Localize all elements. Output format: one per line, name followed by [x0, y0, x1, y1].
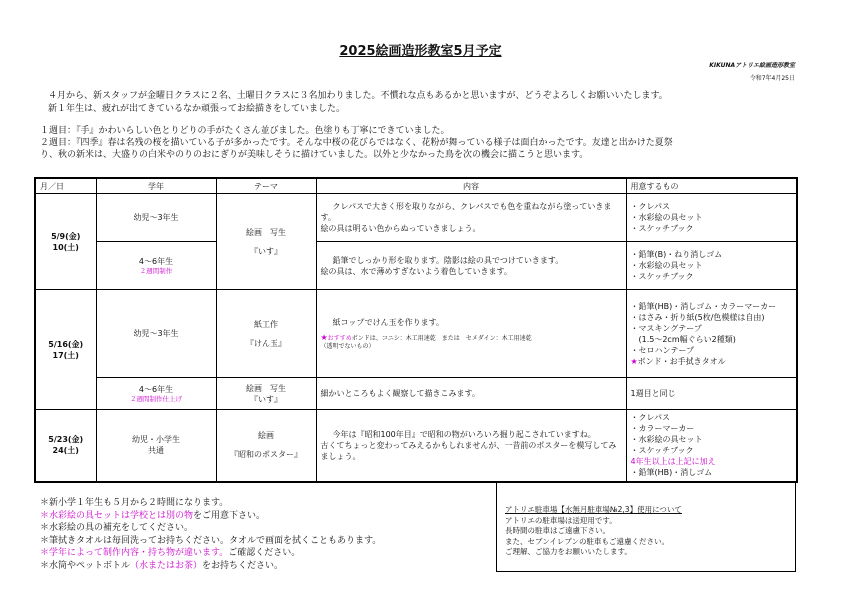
grade-label: 4～6年生	[138, 384, 174, 394]
week-line: り、秋の新米は、大盛りの白米やのりのおにぎりが美味しそうに描けていました。以外と少なかった鳥を次の機会に描こうと思います。	[40, 150, 589, 160]
intro-line: ４月から、新スタッフが金曜日クラスに２名、土曜日クラスに３名加わりました。不慣れな点もあるかと思いますが、どうぞよろしくお願いいたします。	[48, 91, 668, 101]
items-cell	[626, 242, 797, 290]
table-row	[35, 242, 797, 290]
grade-label: 幼児～3年生	[133, 213, 179, 222]
items-cell	[626, 194, 797, 242]
footer-note	[40, 547, 490, 560]
footer-note	[40, 560, 490, 573]
theme-cell	[216, 378, 316, 410]
item: ・水彩絵の具セット	[630, 435, 703, 445]
organization-name: KIKUNAアトリエ絵画造形教室	[709, 62, 795, 69]
week-line: ２週目：『四季』春は名残の桜を描いている子が多かったです。そんな中桜の花びらではなく、花粉が舞っている様子は面白かったです。友達と出かけた夏祭	[40, 138, 673, 148]
item: (1.5～2cm幅ぐらい2種類)	[630, 334, 736, 344]
theme-cell	[216, 410, 316, 482]
theme-cell	[216, 290, 316, 378]
content-line: 紙コップでけん玉を作ります。	[332, 317, 444, 327]
grade-cell	[96, 194, 216, 242]
theme-type: 絵画 写生	[246, 227, 286, 237]
item	[631, 356, 793, 367]
theme-title: 『昭和のポスター』	[230, 450, 302, 460]
note-text: をご用意下さい。	[193, 510, 266, 521]
content-line: 鉛筆でしっかり形を取ります。陰影は絵の具でつけていきます。	[332, 255, 564, 265]
theme-type: 紙工作	[254, 319, 278, 329]
item: ・鉛筆(HB)・消しゴム	[630, 468, 713, 478]
parking-line: また、セブンイレブンの駐車もご遠慮ください。	[505, 536, 670, 546]
content-cell	[316, 378, 626, 410]
grade-cell	[96, 410, 216, 482]
schedule-table	[34, 177, 798, 483]
content-line: 絵の具は明るい色からぬっていきましょう。	[320, 224, 481, 233]
date-line: 5/9(金)	[51, 231, 81, 241]
parking-title: アトリエ駐車場【水無月駐車場№2,3】使用について	[505, 505, 682, 514]
item: ・クレパス	[630, 202, 670, 211]
footer-note: ＊新小学１年生も５月から２時間になります。	[40, 498, 229, 508]
parking-line: 長時間の駐車はご遠慮下さい。	[505, 526, 610, 535]
star-icon: ★	[320, 332, 328, 342]
item: ・クレパス	[630, 413, 670, 423]
content-cell	[316, 242, 626, 290]
weekly-report	[40, 125, 800, 161]
date-line: 5/23(金)	[48, 435, 84, 445]
intro-text	[40, 90, 800, 116]
footer-note: ＊水彩絵の具の補充をしてください。	[40, 523, 194, 534]
grade-note: ２週間制作	[139, 266, 173, 275]
highlight-text: ＊水彩絵の具セットは学校とは別の物	[40, 510, 194, 521]
date-line: 24(土)	[52, 446, 79, 456]
theme-title: 『けん玉』	[246, 338, 286, 348]
date-cell	[35, 194, 96, 290]
grade-label: 共通	[148, 446, 164, 456]
item: 1週目と同じ	[630, 389, 676, 398]
grade-cell	[96, 290, 216, 378]
content-line: 絵の具は、水で薄めすぎないよう着色していきます。	[320, 266, 512, 276]
items-cell	[626, 410, 797, 482]
content-line: 今年は『昭和100年目』で昭和の物がいろいろ掘り起こされていますね。	[332, 429, 596, 439]
note-text: ボンドは、コニシ：木工用速乾 または セメダイン：木工用速乾	[351, 334, 532, 342]
item: ・セロハンテープ	[630, 345, 695, 355]
content-line: 古くてちょっと変わってみえるかもしれませんが、一昔前のポスターを模写してみましょう。	[320, 440, 617, 461]
footer-note	[40, 510, 490, 523]
footer-notes	[40, 497, 490, 573]
item: ・鉛筆(HB)・消しゴム・カラーマーカー	[630, 301, 777, 311]
issue-date: 令和7年4月25日	[749, 75, 795, 82]
date-cell	[35, 290, 96, 410]
theme-type: 絵画	[258, 431, 274, 441]
star-icon: ★	[630, 356, 638, 366]
theme-cell	[216, 194, 316, 290]
theme-type: 絵画 写生	[246, 383, 286, 393]
date-line: 5/16(金)	[48, 339, 84, 349]
bond-note	[321, 334, 622, 351]
item: ・水彩絵の具セット	[630, 213, 703, 222]
note-sub: （透明でないもの）	[320, 342, 375, 350]
header-date: 月／日	[35, 178, 96, 194]
parking-notice	[496, 482, 796, 572]
header-content: 内容	[316, 178, 626, 194]
item: ・はさみ・折り紙(5枚/色模様は自由)	[630, 312, 765, 322]
header-theme: テーマ	[216, 178, 316, 194]
intro-line: 新１年生は、疲れが出てきているなか頑張ってお絵描きをしていました。	[48, 104, 346, 114]
parking-line: アトリエの駐車場は送迎用です。	[505, 515, 617, 525]
item: ・スケッチブック	[630, 272, 694, 281]
content-cell	[316, 290, 626, 378]
item-text: ボンド・お手拭きタオル	[637, 356, 726, 366]
table-row	[35, 194, 797, 242]
grade-label: 幼児・小学生	[132, 435, 180, 445]
note-text: ご確認ください。	[228, 548, 301, 559]
item: ・スケッチブック	[630, 446, 694, 456]
content-line: 細かいところもよく観察して描きこみます。	[320, 389, 480, 398]
item: ・マスキングテープ	[630, 323, 702, 333]
item: ・水彩絵の具セット	[630, 261, 703, 270]
header-items: 用意するもの	[626, 178, 797, 194]
content-cell	[316, 194, 626, 242]
highlight-text: （水またはお茶）	[130, 560, 203, 571]
parking-line: ご理解、ご協力をお願いいたします。	[505, 547, 632, 556]
footer-note: ＊筆拭きタオルは毎回洗ってお持ちください。タオルで画面を拭くこともあります。	[40, 535, 382, 546]
date-line: 10(土)	[52, 242, 79, 252]
date-cell	[35, 410, 96, 482]
note-text: ＊水筒やペットボトル	[40, 560, 131, 571]
item-highlight: 4年生以上は上記に加え	[630, 457, 716, 467]
grade-cell	[96, 242, 216, 290]
date-line: 17(土)	[52, 350, 79, 360]
week-line: １週目：『手』かわいらしい色とりどりの手がたくさん並びました。色塗りも丁寧にできていました。	[40, 126, 450, 136]
theme-title: 『いす』	[250, 394, 282, 404]
recommend-label: おすすめ	[327, 334, 352, 342]
highlight-text: ＊学年によって制作内容・持ち物が違います。	[40, 548, 229, 559]
grade-label: 4～6年生	[138, 256, 174, 266]
item: ・鉛筆(B)・ねり消しゴム	[630, 250, 723, 259]
table-row	[35, 290, 797, 378]
theme-title: 『いす』	[250, 246, 282, 256]
note-text: をお持ちください。	[202, 560, 284, 571]
item: ・カラーマーカー	[630, 424, 695, 434]
header-grade: 学年	[96, 178, 216, 194]
grade-note: ２週間制作仕上げ	[130, 394, 182, 403]
table-header-row	[35, 178, 797, 194]
grade-cell	[96, 378, 216, 410]
content-line: クレパスで大きく形を取りながら、クレパスでも色を重ねながら塗っていきます。	[320, 202, 612, 222]
item: ・スケッチブック	[630, 224, 694, 233]
items-cell	[626, 290, 797, 378]
content-cell	[316, 410, 626, 482]
grade-label: 幼児～3年生	[133, 329, 179, 338]
table-row	[35, 410, 797, 482]
table-row	[35, 378, 797, 410]
items-cell	[626, 378, 797, 410]
page-title: 2025絵画造形教室5月予定	[339, 44, 502, 59]
